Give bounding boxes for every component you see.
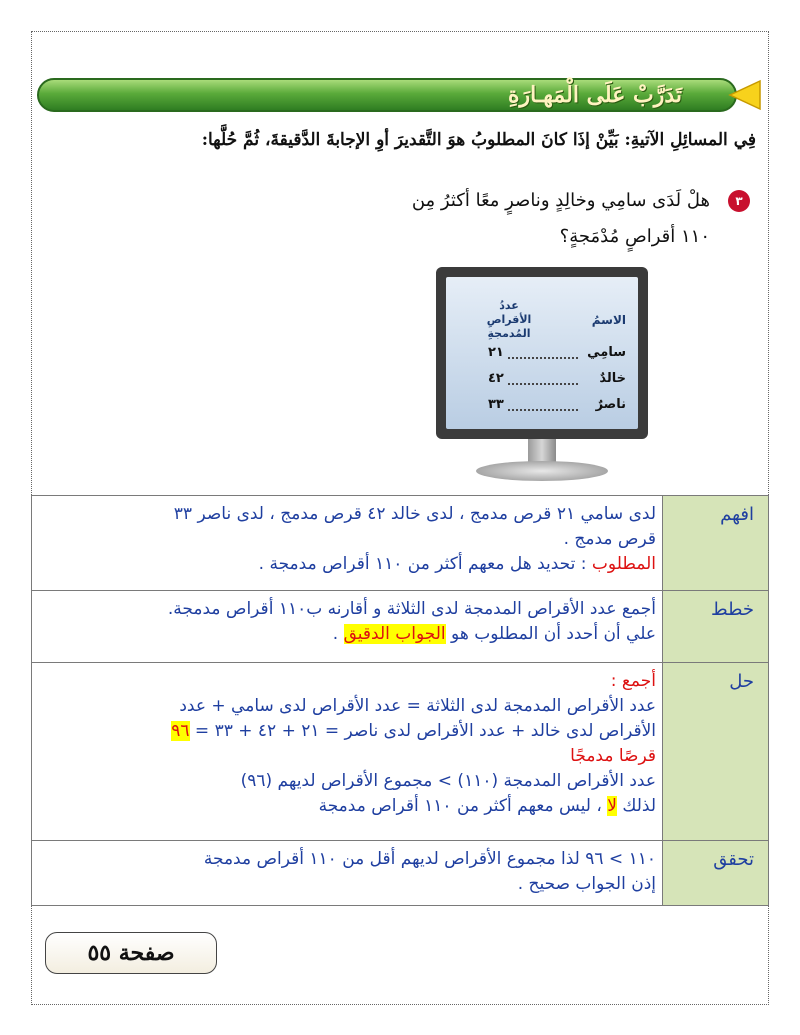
screen-row-dots [508,357,578,359]
screen-row-name: سامِي [587,345,626,360]
solve-result: ٩٦ [171,721,190,741]
label-solve: حل [663,663,769,841]
screen-row-value: ٢١ [488,345,504,360]
solve-line-1: عدد الأقراص المدمجة لدى الثلاثة = عدد الأقراص لدى سامي + عدد [179,696,656,716]
screen-header-count-line1: عددُ [499,299,519,312]
solve-line-4: عدد الأقراص المدمجة (١١٠) > مجموع الأقراص لديهم (٩٦) [240,771,656,791]
understand-line-1: لدى سامي ٢١ قرص مدمج ، لدى خالد ٤٢ قرص مدمج ، لدى ناصر ٣٣ [173,504,656,524]
solve-line-5 [32,794,656,819]
screen-row-value: ٤٢ [488,371,504,386]
screen-row-dots [508,383,578,385]
solve-heading: أجمع : [610,671,656,691]
skill-banner [37,78,762,112]
plan-line-1: أجمع عدد الأقراص المدمجة لدى الثلاثة و أقارنه ب١١٠ أقراص مدمجة. [167,599,656,619]
label-understand: افهم [663,496,769,591]
screen-header-count [464,299,554,341]
label-check: تحقق [663,841,769,906]
plan-line-2-suffix: . [332,624,344,644]
question-line-2: ١١٠ أقراصٍ مُدْمَجةٍ؟ [559,226,710,247]
screen-row-dots [508,409,578,411]
required-text: : تحديد هل معهم أكثر من ١١٠ أقراص مدمجة . [258,554,592,574]
table-row-solve [32,663,769,841]
monitor-screen [446,277,638,429]
content-plan [32,591,663,663]
monitor-bezel [436,267,648,439]
monitor-stand-base [476,461,608,481]
solve-answer: لا [607,796,617,816]
solve-line-5-prefix: لذلك [616,796,656,816]
question-line-1: هلْ لَدَى سامِي وخالِدٍ وناصرٍ معًا أكثرُ مِن [411,190,710,211]
page-number-badge: صفحة ٥٥ [45,932,217,974]
screen-row-name: خالدٌ [599,371,626,386]
required-label: المطلوب [591,554,656,574]
understand-line-2: قرص مدمج . [563,529,656,549]
solve-line-2-text: الأقراص لدى خالد + عدد الأقراص لدى ناصر = ٢١ + ٤٢ + ٣٣ = [189,721,656,741]
label-plan: خطط [663,591,769,663]
plan-line-2 [32,622,656,647]
content-understand [32,496,663,591]
check-line-2: إذن الجواب صحيح . [517,874,656,894]
solve-line-2 [32,719,656,744]
content-check [32,841,663,906]
check-line-1: ١١٠ > ٩٦ لذا مجموع الأقراص لديهم أقل من ١١٠ أقراص مدمجة [203,849,656,869]
solve-line-5-suffix: ، ليس معهم أكثر من ١١٠ أقراص مدمجة [318,796,608,816]
plan-line-2-prefix: علي أن أحدد أن المطلوب هو [445,624,656,644]
banner-arrow-icon [726,79,762,111]
question-number-badge: ٣ [728,190,750,212]
solve-line-3: قرصًا مدمجًا [570,746,656,766]
solution-table [31,495,769,906]
instruction-text: فِي المسائِلِ الآتيةِ: بَيِّنْ إذَا كانَ المطلوبُ هوَ التَّقديرَ أوِ الإجابةَ الدَّقيقةَ، ثُمَّ حُلَّها: [201,130,756,150]
table-row-plan [32,591,769,663]
screen-row-name: ناصرٌ [595,397,626,412]
plan-highlight: الجواب الدقيق [343,624,446,644]
screen-header-name: الاسمُ [591,313,626,327]
screen-row-value: ٣٣ [488,397,504,412]
content-solve [32,663,663,841]
understand-line-3 [32,552,656,577]
monitor-stand-neck [528,439,556,463]
table-row-check [32,841,769,906]
screen-header-count-line2: الأقراصِ المُدمجةِ [486,313,532,340]
banner-title: تَدَرَّبْ عَلَى الْمَهـارَةِ [507,82,682,108]
table-row-understand [32,496,769,591]
monitor-illustration [436,267,648,491]
